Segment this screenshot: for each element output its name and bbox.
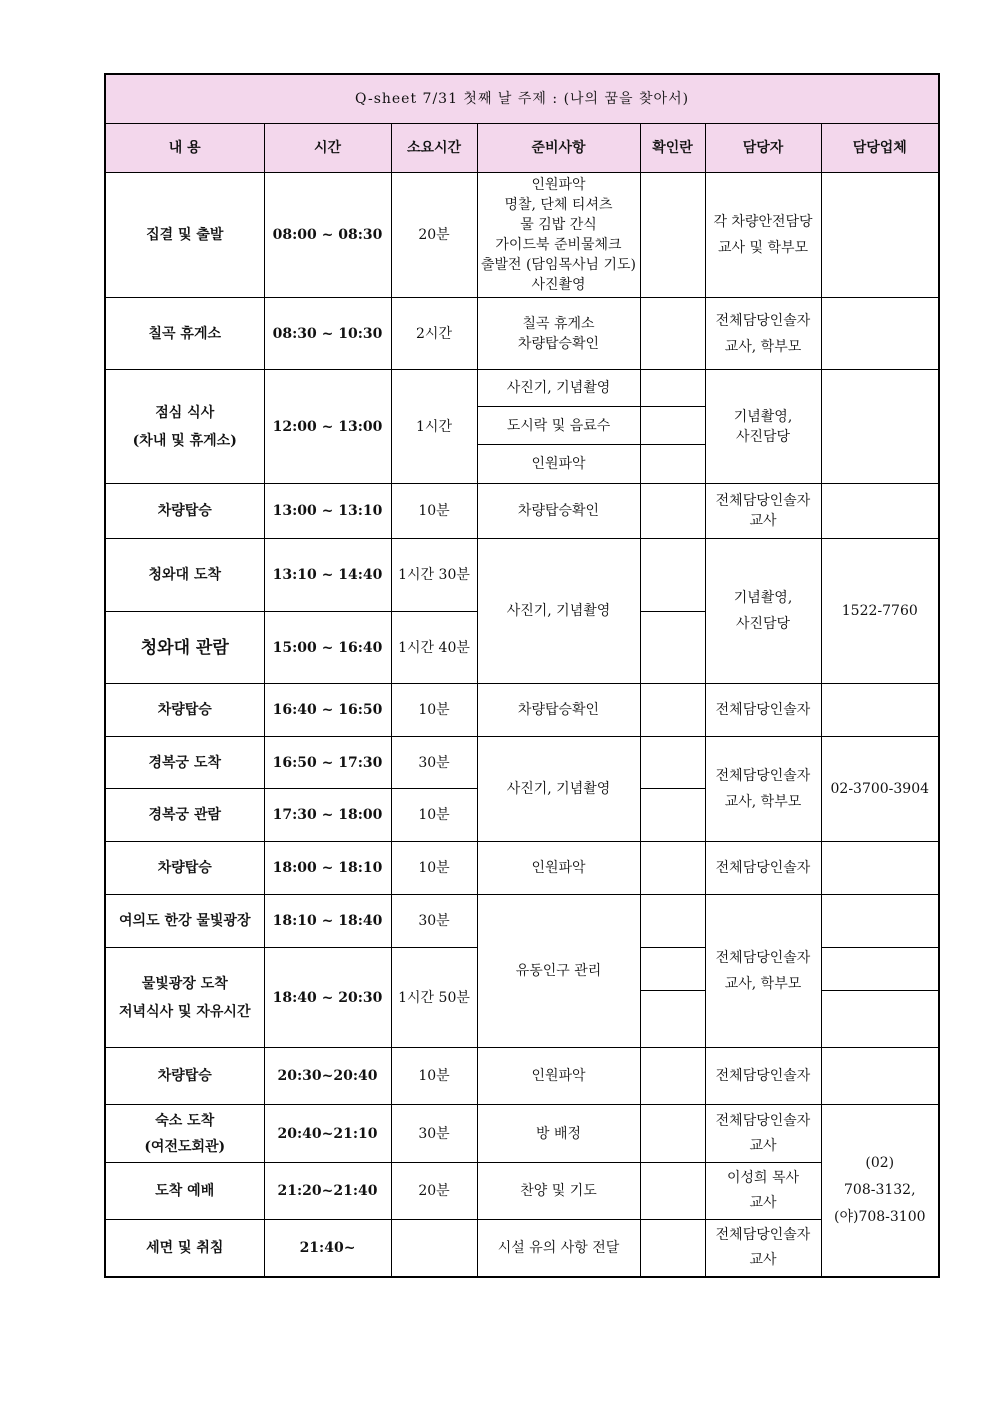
table-row <box>105 684 939 737</box>
check-cell[interactable] <box>640 948 705 991</box>
row-time: 18:40 ~ 20:30 <box>264 948 391 1048</box>
vendor-cell <box>821 895 939 948</box>
vendor-cell <box>821 684 939 737</box>
check-cell[interactable] <box>640 895 705 948</box>
row-duration: 30분 <box>391 737 477 789</box>
manager-line: 사진담당 <box>735 616 791 632</box>
row-manager <box>705 539 821 684</box>
row-prep <box>477 298 640 370</box>
row-manager <box>705 895 821 1048</box>
table-row <box>105 1048 939 1105</box>
check-cell[interactable] <box>640 991 705 1048</box>
row-content: 세면 및 취침 <box>105 1220 264 1277</box>
table-row <box>105 173 939 298</box>
row-content <box>105 370 264 484</box>
row-duration: 1시간 <box>391 370 477 484</box>
table-row <box>105 1220 939 1277</box>
row-prep: 인원파악 <box>477 445 640 484</box>
row-time: 12:00 ~ 13:00 <box>264 370 391 484</box>
header-time: 시간 <box>264 124 391 173</box>
table-row <box>105 298 939 370</box>
row-time: 15:00 ~ 16:40 <box>264 612 391 684</box>
manager-line: 교사, 학부모 <box>724 338 802 355</box>
manager-line: 전체담당인솔자 <box>715 1112 811 1129</box>
row-time: 21:40~ <box>264 1220 391 1277</box>
row-time: 16:50 ~ 17:30 <box>264 737 391 789</box>
header-content: 내 용 <box>105 124 264 173</box>
header-vendor: 담당업체 <box>821 124 939 173</box>
row-prep: 유동인구 관리 <box>477 895 640 1048</box>
row-time: 20:40~21:10 <box>264 1105 391 1163</box>
content-line: (여전도회관) <box>144 1138 226 1155</box>
row-duration: 1시간 40분 <box>391 612 477 684</box>
prep-line: 물 김밥 간식 <box>520 217 597 233</box>
prep-line: 칠곡 휴게소 <box>522 315 595 332</box>
manager-line: 기념촬영, <box>733 408 793 425</box>
vendor-cell <box>821 298 939 370</box>
row-duration: 1시간 30분 <box>391 539 477 612</box>
row-time: 08:30 ~ 10:30 <box>264 298 391 370</box>
row-content: 차량탑승 <box>105 684 264 737</box>
table-row <box>105 1163 939 1220</box>
row-prep: 방 배정 <box>477 1105 640 1163</box>
row-manager <box>705 173 821 298</box>
row-content: 청와대 관람 <box>105 612 264 684</box>
manager-line: 전체담당인솔자 <box>715 950 811 966</box>
content-line: (차내 및 휴게소) <box>132 432 237 449</box>
row-manager <box>705 484 821 539</box>
row-prep: 도시락 및 음료수 <box>477 407 640 445</box>
table-row <box>105 484 939 539</box>
row-content: 경복궁 관람 <box>105 789 264 842</box>
row-prep <box>477 173 640 298</box>
prep-line: 가이드북 준비물체크 <box>495 237 622 253</box>
row-prep: 사진기, 기념촬영 <box>477 737 640 842</box>
check-cell[interactable] <box>640 1105 705 1163</box>
row-duration: 1시간 50분 <box>391 948 477 1048</box>
row-prep: 차량탑승확인 <box>477 484 640 539</box>
manager-line: 기념촬영, <box>733 590 793 606</box>
row-manager <box>705 1220 821 1277</box>
row-content: 차량탑승 <box>105 1048 264 1105</box>
row-content: 경복궁 도착 <box>105 737 264 789</box>
vendor-cell <box>821 1048 939 1105</box>
row-prep: 사진기, 기념촬영 <box>477 370 640 407</box>
vendor-cell <box>821 370 939 484</box>
check-cell[interactable] <box>640 684 705 737</box>
content-line: 저녁식사 및 자유시간 <box>119 1003 251 1020</box>
check-cell[interactable] <box>640 789 705 842</box>
row-content: 차량탑승 <box>105 484 264 539</box>
row-time: 17:30 ~ 18:00 <box>264 789 391 842</box>
manager-line: 전체담당인솔자 <box>715 768 811 784</box>
row-content <box>105 948 264 1048</box>
row-time: 16:40 ~ 16:50 <box>264 684 391 737</box>
check-cell[interactable] <box>640 842 705 895</box>
manager-line: 각 차량안전담당 <box>713 214 813 230</box>
check-cell[interactable] <box>640 539 705 612</box>
manager-line: 사진담당 <box>735 428 791 445</box>
table-row <box>105 737 939 789</box>
row-prep: 시설 유의 사항 전달 <box>477 1220 640 1277</box>
prep-line: 차량탑승확인 <box>517 335 600 352</box>
manager-line: 교사 <box>749 1195 777 1211</box>
prep-line: 명찰, 단체 티셔츠 <box>504 197 613 213</box>
vendor-cell: 1522-7760 <box>821 539 939 684</box>
check-cell[interactable] <box>640 1220 705 1277</box>
vendor-cell: 02-3700-3904 <box>821 737 939 842</box>
row-duration: 30분 <box>391 1105 477 1163</box>
row-time: 13:00 ~ 13:10 <box>264 484 391 539</box>
row-prep: 차량탑승확인 <box>477 684 640 737</box>
content-line: 숙소 도착 <box>155 1112 215 1129</box>
check-cell[interactable] <box>640 1048 705 1105</box>
row-prep: 찬양 및 기도 <box>477 1163 640 1220</box>
row-manager <box>705 1163 821 1220</box>
check-cell[interactable] <box>640 298 705 370</box>
row-prep: 사진기, 기념촬영 <box>477 539 640 684</box>
manager-line: 전체담당인솔자 <box>715 1226 811 1243</box>
row-duration: 30분 <box>391 895 477 948</box>
row-manager: 전체담당인솔자 <box>705 1048 821 1105</box>
row-time: 08:00 ~ 08:30 <box>264 173 391 298</box>
row-time: 21:20~21:40 <box>264 1163 391 1220</box>
check-cell[interactable] <box>640 1163 705 1220</box>
manager-line: 이성희 목사 <box>726 1170 800 1186</box>
row-time: 18:10 ~ 18:40 <box>264 895 391 948</box>
manager-line: 교사 및 학부모 <box>717 240 809 256</box>
content-line: 점심 식사 <box>155 404 215 421</box>
row-time: 18:00 ~ 18:10 <box>264 842 391 895</box>
check-cell[interactable] <box>640 737 705 789</box>
row-time: 20:30~20:40 <box>264 1048 391 1105</box>
row-content: 도착 예배 <box>105 1163 264 1220</box>
row-manager <box>705 737 821 842</box>
manager-line: 교사 <box>749 1137 777 1154</box>
prep-line: 인원파악 <box>531 177 586 193</box>
check-cell[interactable] <box>640 370 705 407</box>
row-content: 차량탑승 <box>105 842 264 895</box>
table-row <box>105 539 939 612</box>
row-prep: 인원파악 <box>477 842 640 895</box>
check-cell[interactable] <box>640 407 705 445</box>
manager-line: 전체담당인솔자 <box>715 312 811 329</box>
row-manager <box>705 370 821 484</box>
header-manager: 담당자 <box>705 124 821 173</box>
check-cell[interactable] <box>640 445 705 484</box>
vendor-cell <box>821 1105 939 1277</box>
vendor-cell <box>821 842 939 895</box>
row-content: 칠곡 휴게소 <box>105 298 264 370</box>
manager-line: 전체담당인솔자 <box>715 493 811 509</box>
row-duration: 20분 <box>391 173 477 298</box>
sheet-title: Q-sheet 7/31 첫째 날 주제 : (나의 꿈을 찾아서) <box>105 74 939 124</box>
vendor-cell <box>821 991 939 1048</box>
vendor-cell <box>821 948 939 991</box>
row-prep: 인원파악 <box>477 1048 640 1105</box>
row-content: 여의도 한강 물빛광장 <box>105 895 264 948</box>
table-row <box>105 842 939 895</box>
prep-line: 사진촬영 <box>531 277 586 293</box>
row-duration: 10분 <box>391 684 477 737</box>
manager-line: 교사 <box>749 513 777 529</box>
row-manager: 전체담당인솔자 <box>705 684 821 737</box>
row-content <box>105 1105 264 1163</box>
vendor-cell <box>821 173 939 298</box>
vendor-line: (야)708-3100 <box>834 1208 926 1225</box>
check-cell[interactable] <box>640 484 705 539</box>
manager-line: 교사, 학부모 <box>724 976 802 992</box>
manager-line: 교사 <box>749 1251 777 1268</box>
table-row <box>105 895 939 948</box>
vendor-cell <box>821 484 939 539</box>
check-cell[interactable] <box>640 612 705 684</box>
vendor-line: (02) <box>865 1154 895 1171</box>
row-duration: 10분 <box>391 789 477 842</box>
manager-line: 교사, 학부모 <box>724 794 802 810</box>
row-duration: 10분 <box>391 1048 477 1105</box>
prep-line: 출발전 (담임목사님 기도) <box>480 257 637 273</box>
vendor-line: 708-3132, <box>844 1181 916 1198</box>
row-content: 집결 및 출발 <box>105 173 264 298</box>
table-row <box>105 1105 939 1163</box>
row-duration: 10분 <box>391 484 477 539</box>
row-manager: 전체담당인솔자 <box>705 842 821 895</box>
row-content: 청와대 도착 <box>105 539 264 612</box>
row-duration: 10분 <box>391 842 477 895</box>
row-duration: 20분 <box>391 1163 477 1220</box>
table-row <box>105 370 939 407</box>
q-sheet-table <box>104 73 940 1278</box>
row-duration <box>391 1220 477 1277</box>
header-prep: 준비사항 <box>477 124 640 173</box>
header-check: 확인란 <box>640 124 705 173</box>
row-duration: 2시간 <box>391 298 477 370</box>
header-duration: 소요시간 <box>391 124 477 173</box>
row-manager <box>705 298 821 370</box>
content-line: 물빛광장 도착 <box>141 975 228 992</box>
row-time: 13:10 ~ 14:40 <box>264 539 391 612</box>
check-cell[interactable] <box>640 173 705 298</box>
row-manager <box>705 1105 821 1163</box>
